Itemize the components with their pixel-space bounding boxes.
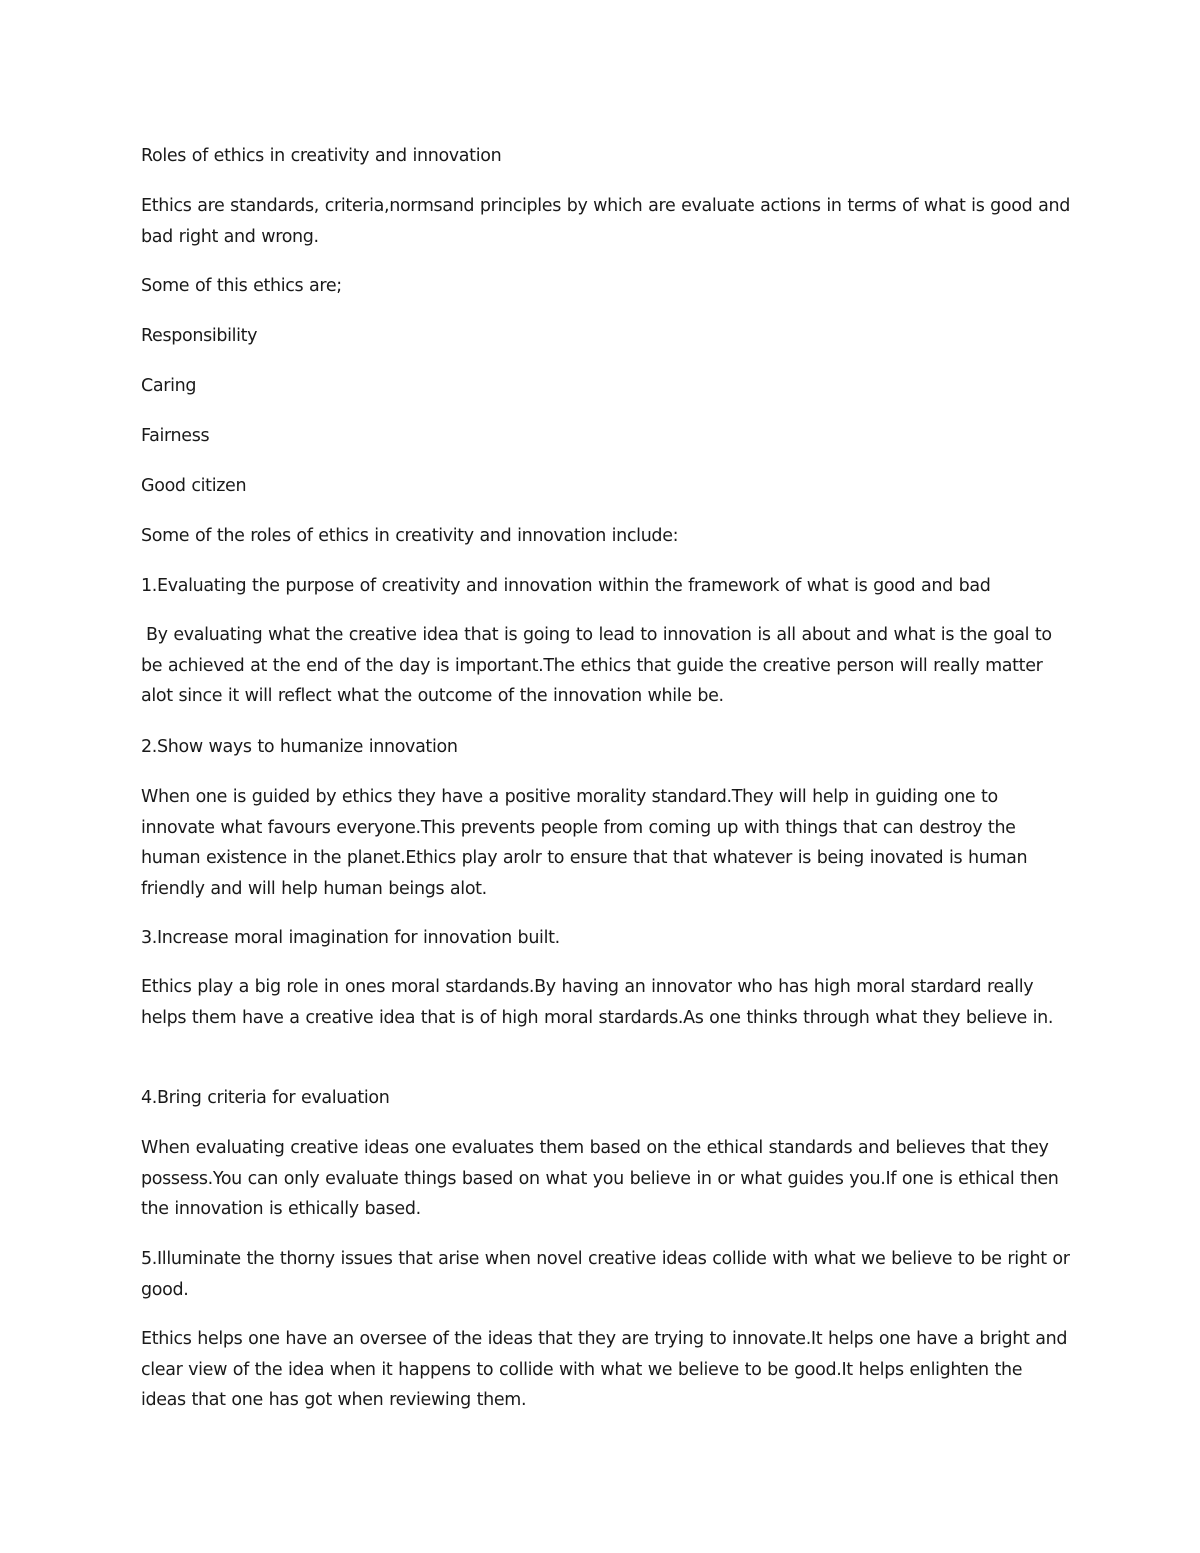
role-3-heading: 3.Increase moral imagination for innovation built. (141, 928, 560, 948)
role-1-heading: 1.Evaluating the purpose of creativity and innovation within the framework of what is good and bad (141, 576, 991, 596)
ethics-list-item-caring: Caring (141, 376, 197, 396)
role-2-heading: 2.Show ways to humanize innovation (141, 737, 458, 757)
role-4-heading: 4.Bring criteria for evaluation (141, 1088, 390, 1108)
ethics-definition-paragraph: Ethics are standards, criteria,normsand principles by which are evaluate actions in terms of what is good and bad right and wrong. (141, 196, 1070, 247)
role-5-heading: 5.Illuminate the thorny issues that arise when novel creative ideas collide with what we believe to be right or good. (141, 1249, 1070, 1300)
ethics-list-item-responsibility: Responsibility (141, 326, 258, 346)
role-1-body: By evaluating what the creative idea that is going to lead to innovation is all about and what is the goal to be achieved at the end of the day is important.The ethics that guide the creative person will really matter alot since it will reflect what the outcome of the innovation while be. (141, 625, 1052, 706)
roles-intro-paragraph: Some of the roles of ethics in creativity and innovation include: (141, 526, 679, 546)
ethics-list-item-good-citizen: Good citizen (141, 476, 247, 496)
role-2-body: When one is guided by ethics they have a positive morality standard.They will help in guiding one to innovate what favours everyone.This prevents people from coming up with things that can destroy the human existence in the planet.Ethics play arolr to ensure that that whatever is being inovated is human friendly and will help human beings alot. (141, 787, 1028, 899)
ethics-list-intro: Some of this ethics are; (141, 276, 342, 296)
role-4-body: When evaluating creative ideas one evaluates them based on the ethical standards and believes that they possess.You can only evaluate things based on what you believe in or what guides you.If one is ethical then the innovation is ethically based. (141, 1138, 1059, 1219)
role-5-body: Ethics helps one have an oversee of the ideas that they are trying to innovate.It helps one have a bright and clear view of the idea when it happens to collide with what we believe to be good.It helps enlighten the ideas that one has got when reviewing them. (141, 1329, 1068, 1410)
role-3-body: Ethics play a big role in ones moral stardands.By having an innovator who has high moral stardard really helps them have a creative idea that is of high moral stardards.As one thinks through what they believe in. (141, 977, 1054, 1028)
ethics-list-item-fairness: Fairness (141, 426, 210, 446)
document-title: Roles of ethics in creativity and innovation (141, 146, 502, 166)
